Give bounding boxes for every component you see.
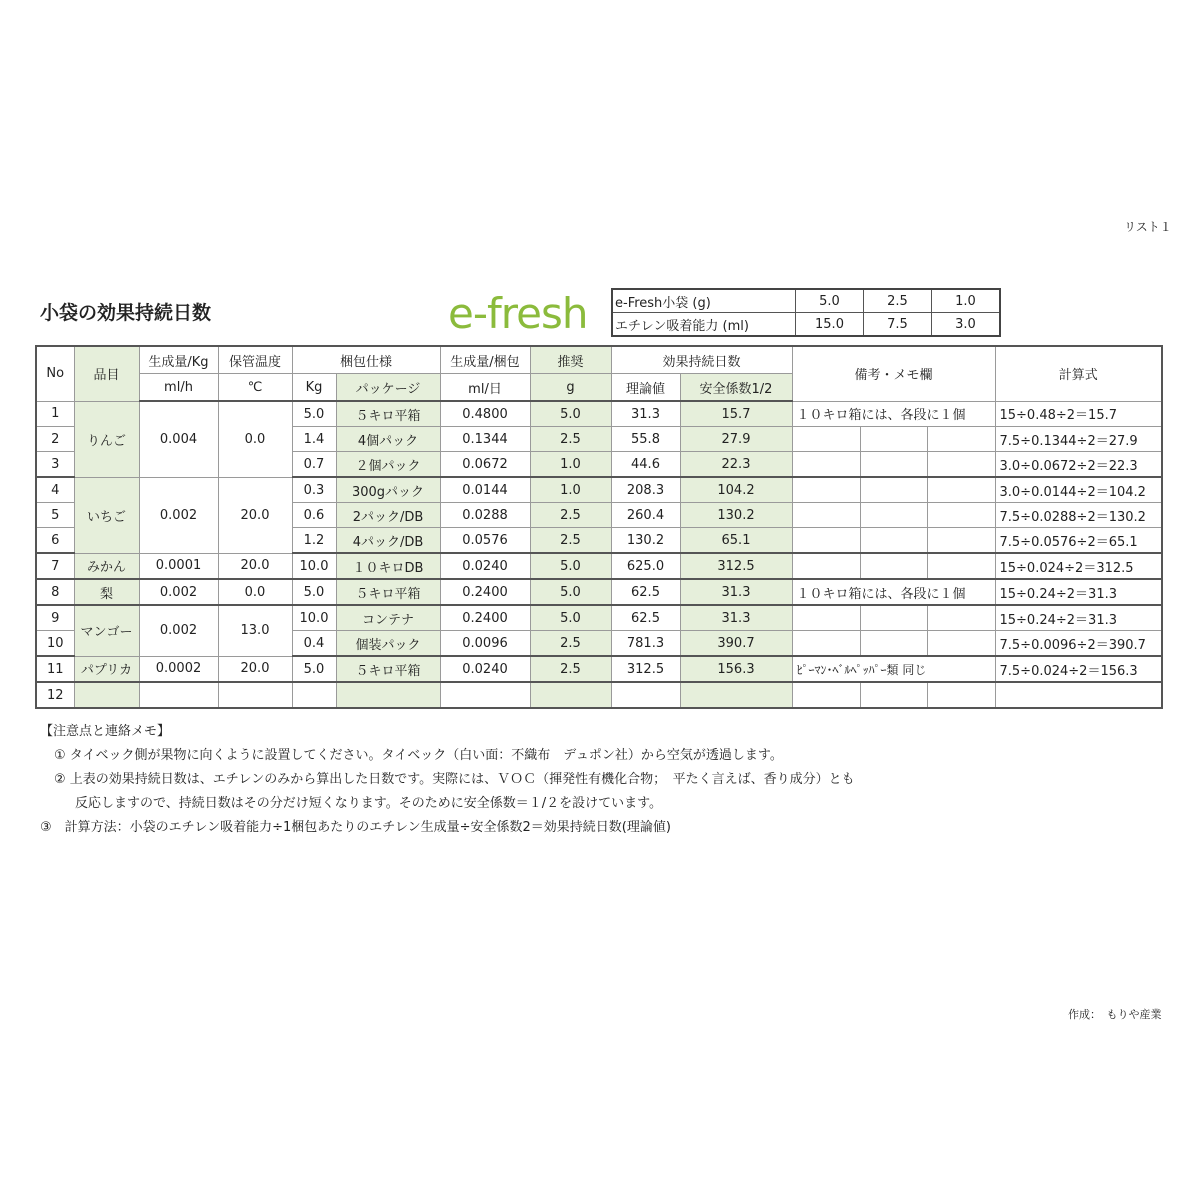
row-formula (995, 682, 1162, 708)
spec-row (612, 313, 1000, 337)
table-row (36, 605, 1162, 631)
row-formula: 7.5÷0.0096÷2＝390.7 (995, 631, 1162, 657)
row-remark-cell (792, 477, 860, 503)
list-label: リスト１ (1124, 220, 1172, 234)
row-formula: 7.5÷0.0576÷2＝65.1 (995, 528, 1162, 554)
note-2b: 反応しますので、持続日数はその分だけ短くなります。そのために安全係数＝１/２を設けています。 (75, 796, 663, 811)
spec-label: e-Fresh小袋 (g) (612, 289, 796, 313)
row-remark-cell (927, 452, 995, 478)
col-gen-per-pack: 生成量/梱包 (440, 346, 530, 374)
row-remark-cell (792, 427, 860, 452)
row-remark-cell (792, 605, 860, 631)
table-row (36, 682, 1162, 708)
row-remark-cell (792, 528, 860, 554)
spec-value: 5.0 (796, 289, 864, 313)
row-formula: 15÷0.24÷2＝31.3 (995, 605, 1162, 631)
table-row (36, 401, 1162, 427)
unit-packing-kg: Kg (292, 374, 336, 402)
row-remark-cell (860, 477, 927, 503)
row-kg: 10.0 (292, 605, 336, 631)
row-gen-pack: 0.2400 (440, 579, 530, 605)
row-safety (680, 682, 792, 708)
row-formula: 3.0÷0.0144÷2＝104.2 (995, 477, 1162, 503)
row-kg (292, 682, 336, 708)
row-no: 10 (36, 631, 74, 657)
row-remark-cell (792, 452, 860, 478)
note-1: ① タイベック側が果物に向くように設置してください。タイベック（白い面：不織布 デュポン社）から空気が透過します。 (54, 748, 783, 763)
row-formula: 7.5÷0.0288÷2＝130.2 (995, 503, 1162, 528)
row-kg: 10.0 (292, 553, 336, 579)
col-no: No (36, 346, 74, 401)
row-package: 2パック/DB (336, 503, 440, 528)
row-remark-cell (792, 682, 860, 708)
row-remark-cell (792, 503, 860, 528)
row-formula: 7.5÷0.1344÷2＝27.9 (995, 427, 1162, 452)
item-gen: 0.0001 (139, 553, 218, 579)
row-theory: 781.3 (611, 631, 680, 657)
row-remark-cell (927, 528, 995, 554)
row-remark-cell (927, 553, 995, 579)
item-name: パプリカ (74, 656, 139, 682)
row-theory: 260.4 (611, 503, 680, 528)
row-formula: 7.5÷0.024÷2＝156.3 (995, 656, 1162, 682)
row-no: 11 (36, 656, 74, 682)
row-package: 4パック/DB (336, 528, 440, 554)
row-gen-pack (440, 682, 530, 708)
row-remark-cell (860, 503, 927, 528)
row-no: 4 (36, 477, 74, 503)
table-row (36, 477, 1162, 503)
e-fresh-logo: e-fresh (448, 289, 588, 338)
spec-value: 15.0 (796, 313, 864, 337)
item-temp: 20.0 (218, 656, 292, 682)
row-recommend-g: 1.0 (530, 477, 611, 503)
spec-label: エチレン吸着能力 (ml) (612, 313, 796, 337)
item-temp: 13.0 (218, 605, 292, 656)
row-gen-pack: 0.0240 (440, 656, 530, 682)
row-safety: 31.3 (680, 579, 792, 605)
row-gen-pack: 0.0144 (440, 477, 530, 503)
row-no: 1 (36, 401, 74, 427)
item-name (74, 682, 139, 708)
row-remark: １０キロ箱には、各段に１個 (792, 579, 995, 605)
row-package: 300gパック (336, 477, 440, 503)
item-name: りんご (74, 401, 139, 477)
row-theory: 55.8 (611, 427, 680, 452)
row-package: 4個パック (336, 427, 440, 452)
row-gen-pack: 0.0576 (440, 528, 530, 554)
row-remark-cell (860, 605, 927, 631)
row-kg: 1.2 (292, 528, 336, 554)
row-theory: 208.3 (611, 477, 680, 503)
row-remark-cell (927, 605, 995, 631)
row-recommend-g: 2.5 (530, 528, 611, 554)
row-theory: 130.2 (611, 528, 680, 554)
col-gen-per-kg: 生成量/Kg (139, 346, 218, 374)
item-gen: 0.002 (139, 605, 218, 656)
col-formula: 計算式 (995, 346, 1162, 401)
row-safety: 31.3 (680, 605, 792, 631)
row-theory (611, 682, 680, 708)
row-gen-pack: 0.0288 (440, 503, 530, 528)
item-gen: 0.002 (139, 579, 218, 605)
row-no: 2 (36, 427, 74, 452)
row-remark-cell (792, 631, 860, 657)
row-package: ５キロ平箱 (336, 656, 440, 682)
row-safety: 65.1 (680, 528, 792, 554)
unit-packing-pkg: パッケージ (336, 374, 440, 402)
row-recommend-g: 5.0 (530, 579, 611, 605)
row-package: ５キロ平箱 (336, 401, 440, 427)
row-no: 3 (36, 452, 74, 478)
item-name: いちご (74, 477, 139, 553)
row-theory: 312.5 (611, 656, 680, 682)
row-theory: 625.0 (611, 553, 680, 579)
row-recommend-g: 5.0 (530, 553, 611, 579)
row-kg: 0.4 (292, 631, 336, 657)
row-kg: 1.4 (292, 427, 336, 452)
page-title: 小袋の効果持続日数 (40, 302, 212, 324)
row-remark-cell (860, 682, 927, 708)
row-remark-cell (860, 631, 927, 657)
item-gen: 0.0002 (139, 656, 218, 682)
item-name: マンゴー (74, 605, 139, 656)
item-temp: 20.0 (218, 553, 292, 579)
table-row (36, 579, 1162, 605)
row-safety: 104.2 (680, 477, 792, 503)
item-gen (139, 682, 218, 708)
row-safety: 390.7 (680, 631, 792, 657)
item-name: みかん (74, 553, 139, 579)
row-no: 9 (36, 605, 74, 631)
row-remark-cell (860, 427, 927, 452)
row-package: コンテナ (336, 605, 440, 631)
effect-days-table (35, 345, 1163, 709)
note-2a: ② 上表の効果持続日数は、エチレンのみから算出した日数です。実際には、ＶＯＣ（揮発性有機化合物； 平たく言えば、香り成分）とも (54, 772, 855, 787)
row-recommend-g: 5.0 (530, 401, 611, 427)
row-kg: 5.0 (292, 656, 336, 682)
col-theory: 理論値 (611, 374, 680, 402)
row-kg: 5.0 (292, 579, 336, 605)
col-effect-days: 効果持続日数 (611, 346, 792, 374)
row-kg: 0.6 (292, 503, 336, 528)
row-formula: 15÷0.024÷2＝312.5 (995, 553, 1162, 579)
spec-value: 7.5 (864, 313, 932, 337)
row-theory: 31.3 (611, 401, 680, 427)
unit-gen-per-pack: ml/日 (440, 374, 530, 402)
row-gen-pack: 0.1344 (440, 427, 530, 452)
row-package: ５キロ平箱 (336, 579, 440, 605)
item-temp (218, 682, 292, 708)
spec-value: 2.5 (864, 289, 932, 313)
row-no: 6 (36, 528, 74, 554)
spec-table (611, 288, 1001, 337)
unit-gen-per-kg: ml/h (139, 374, 218, 402)
row-safety: 156.3 (680, 656, 792, 682)
item-name: 梨 (74, 579, 139, 605)
row-no: 7 (36, 553, 74, 579)
row-formula: 15÷0.48÷2＝15.7 (995, 401, 1162, 427)
row-kg: 0.7 (292, 452, 336, 478)
row-kg: 0.3 (292, 477, 336, 503)
row-recommend-g: 2.5 (530, 631, 611, 657)
footer-author: 作成： もりや産業 (1068, 1008, 1162, 1021)
row-recommend-g (530, 682, 611, 708)
row-recommend-g: 2.5 (530, 656, 611, 682)
item-temp: 0.0 (218, 401, 292, 477)
header-row (36, 346, 1162, 374)
col-item: 品目 (74, 346, 139, 401)
row-remark-cell (792, 553, 860, 579)
row-package: ２個パック (336, 452, 440, 478)
col-remarks: 備考・メモ欄 (792, 346, 995, 401)
row-safety: 130.2 (680, 503, 792, 528)
item-gen: 0.002 (139, 477, 218, 553)
row-theory: 44.6 (611, 452, 680, 478)
row-gen-pack: 0.0240 (440, 553, 530, 579)
spec-row (612, 289, 1000, 313)
unit-recommend: g (530, 374, 611, 402)
row-gen-pack: 0.0672 (440, 452, 530, 478)
spec-value: 1.0 (932, 289, 1001, 313)
row-remark-cell (860, 528, 927, 554)
row-safety: 27.9 (680, 427, 792, 452)
row-recommend-g: 2.5 (530, 427, 611, 452)
row-formula: 15÷0.24÷2＝31.3 (995, 579, 1162, 605)
row-gen-pack: 0.4800 (440, 401, 530, 427)
row-recommend-g: 5.0 (530, 605, 611, 631)
row-package (336, 682, 440, 708)
row-remark-cell (927, 427, 995, 452)
col-packing: 梱包仕様 (292, 346, 440, 374)
col-safety: 安全係数1/2 (680, 374, 792, 402)
row-no: 5 (36, 503, 74, 528)
row-recommend-g: 1.0 (530, 452, 611, 478)
row-remark-cell (927, 503, 995, 528)
row-kg: 5.0 (292, 401, 336, 427)
row-theory: 62.5 (611, 605, 680, 631)
spec-value: 3.0 (932, 313, 1001, 337)
item-temp: 20.0 (218, 477, 292, 553)
notes-section (40, 720, 855, 840)
col-storage-temp: 保管温度 (218, 346, 292, 374)
unit-storage-temp: ℃ (218, 374, 292, 402)
row-remark-cell (860, 553, 927, 579)
item-gen: 0.004 (139, 401, 218, 477)
row-remark-cell (860, 452, 927, 478)
item-temp: 0.0 (218, 579, 292, 605)
row-recommend-g: 2.5 (530, 503, 611, 528)
row-safety: 312.5 (680, 553, 792, 579)
row-package: １０キロDB (336, 553, 440, 579)
table-row (36, 553, 1162, 579)
row-gen-pack: 0.0096 (440, 631, 530, 657)
row-formula: 3.0÷0.0672÷2＝22.3 (995, 452, 1162, 478)
row-no: 12 (36, 682, 74, 708)
col-recommend: 推奨 (530, 346, 611, 374)
row-theory: 62.5 (611, 579, 680, 605)
row-gen-pack: 0.2400 (440, 605, 530, 631)
notes-heading: 【注意点と連絡メモ】 (40, 724, 171, 739)
row-remark-cell (927, 477, 995, 503)
row-remark-cell (927, 682, 995, 708)
row-remark-cell (927, 631, 995, 657)
row-no: 8 (36, 579, 74, 605)
row-remark: ﾋﾟｰﾏﾝ･ﾍﾞﾙﾍﾟｯﾊﾟｰ類 同じ (792, 656, 995, 682)
row-safety: 22.3 (680, 452, 792, 478)
row-safety: 15.7 (680, 401, 792, 427)
note-3: ③ 計算方法：小袋のエチレン吸着能力÷1梱包あたりのエチレン生成量÷安全係数2＝効果持続日数(理論値) (40, 820, 671, 835)
row-remark: １０キロ箱には、各段に１個 (792, 401, 995, 427)
table-row (36, 656, 1162, 682)
row-package: 個装パック (336, 631, 440, 657)
